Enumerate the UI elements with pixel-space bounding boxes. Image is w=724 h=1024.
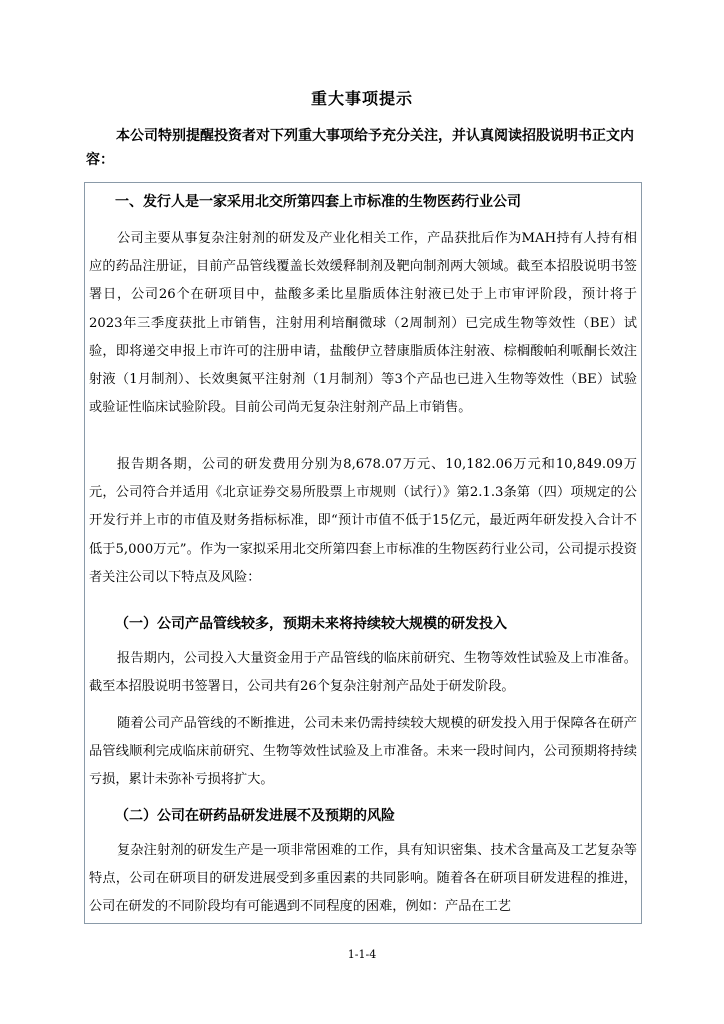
body-paragraph: 报告期内，公司投入大量资金用于产品管线的临床前研究、生物等效性试验及上市准备。截至本招股说明书签署日，公司共有26个复杂注射剂产品处于研发阶段。 (89, 651, 637, 695)
body-paragraph: 公司主要从事复杂注射剂的研发及产业化相关工作，产品获批后作为MAH持有人持有相应的药品注册证，目前产品管线覆盖长效缓释制剂及靶向制剂两大领域。截至本招股说明书签署日，公司26个在研项目中，盐酸多柔比星脂质体注射液已处于上市审评阶段，预计将于2023年三季度获批上市销售，注射用利培酮微球（2周制剂）已完成生物等效性（BE）试验，即将递交申报上市许可的注册申请，盐酸伊立替康脂质体注射液、棕榈酸帕利哌酮长效注射液（1月制剂）、长效奥氮平注射剂（1月制剂）等3个产品也已进入生物等效性（BE）试验或验证性临床试验阶段。目前公司尚无复杂注射剂产品上市销售。 (89, 231, 637, 416)
body-paragraph: 随着公司产品管线的不断推进，公司未来仍需持续较大规模的研发投入用于保障各在研产品管线顺利完成临床前研究、生物等效性试验及上市准备。未来一段时间内，公司预期将持续亏损，累计未弥补亏损将扩大。 (89, 716, 637, 788)
body-paragraph: 复杂注射剂的研发生产是一项非常困难的工作，具有知识密集、技术含量高及工艺复杂等特点，公司在研项目的研发进展受到多重因素的共同影响。随着各在研项目研发进程的推进，公司在研发的不同阶段均有可能遇到不同程度的困难，例如：产品在工艺 (89, 843, 637, 915)
highlight-box (84, 182, 642, 924)
subsection-heading: （一）公司产品管线较多，预期未来将持续较大规模的研发投入 (115, 616, 507, 632)
section-heading: 一、发行人是一家采用北交所第四套上市标准的生物医药行业公司 (115, 194, 521, 210)
body-paragraph: 报告期各期，公司的研发费用分别为8,678.07万元、10,182.06万元和10,849.09万元，公司符合并适用《北京证券交易所股票上市规则（试行）》第2.1.3条第（四）项规定的公开发行并上市的市值及财务指标标准，即“预计市值不低于15亿元，最近两年研发投入合计不低于5,000万元”。作为一家拟采用北交所第四套上市标准的生物医药行业公司，公司提示投资者关注公司以下特点及风险： (89, 457, 637, 585)
page-title: 重大事项提示 (310, 89, 413, 108)
page-number: 1-1-4 (347, 948, 377, 961)
intro-paragraph: 本公司特别提醒投资者对下列重大事项给予充分关注，并认真阅读招股说明书正文内容： (86, 128, 634, 168)
subsection-heading: （二）公司在研药品研发进展不及预期的风险 (115, 808, 395, 824)
